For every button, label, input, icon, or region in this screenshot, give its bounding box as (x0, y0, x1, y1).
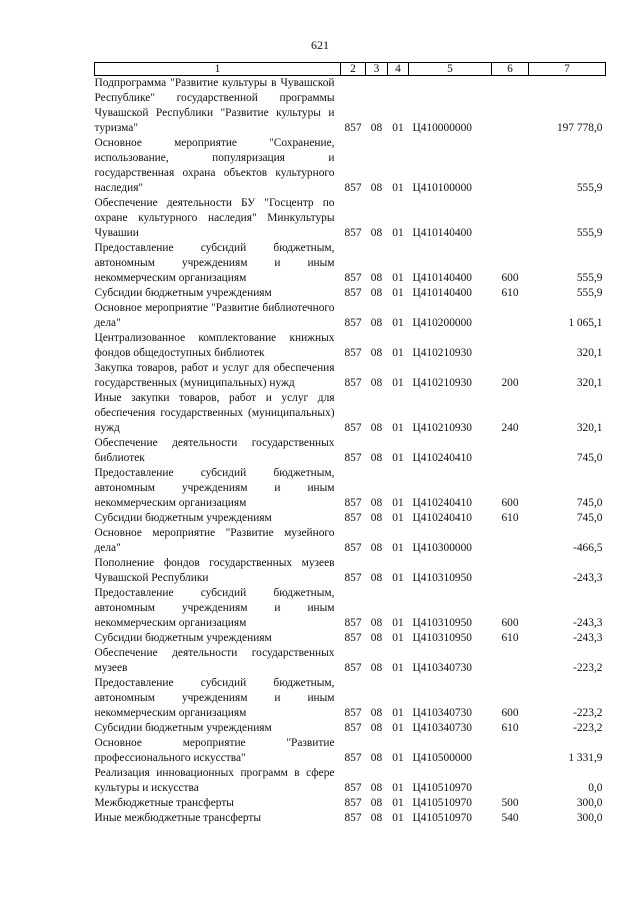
row-grbs: 857 (344, 377, 362, 389)
row-grbs: 857 (344, 782, 362, 794)
table-row (95, 811, 606, 826)
row-subsection: 01 (392, 227, 404, 239)
table-row (95, 466, 606, 511)
table-row (95, 646, 606, 676)
col-header-1: 1 (95, 63, 341, 76)
row-grbs: 857 (344, 752, 362, 764)
row-expense-type: 600 (501, 617, 519, 629)
table-row (95, 631, 606, 646)
row-expense-type (492, 301, 529, 331)
row-amount: -223,2 (573, 707, 603, 719)
row-subsection: 01 (392, 542, 404, 554)
row-name: Основное мероприятие "Развитие профессионального искусства" (94, 737, 335, 764)
row-amount: -466,5 (573, 542, 603, 554)
row-expense-type: 610 (501, 287, 519, 299)
row-expense-type (492, 76, 529, 137)
table-row (95, 391, 606, 436)
row-name: Реализация инновационных программ в сфере культуры и искусства (94, 767, 335, 794)
page-number: 621 (311, 38, 329, 52)
row-section: 08 (370, 287, 383, 299)
row-target-article: Ц410510970 (412, 797, 472, 809)
row-subsection: 01 (392, 452, 404, 464)
row-subsection: 01 (392, 572, 404, 584)
row-grbs: 857 (344, 617, 362, 629)
row-target-article: Ц410240410 (412, 497, 472, 509)
table-row (95, 301, 606, 331)
table-row (95, 76, 606, 137)
row-target-article: Ц410000000 (412, 122, 472, 134)
row-expense-type: 540 (501, 812, 519, 824)
row-amount: -243,3 (573, 617, 603, 629)
row-section: 08 (370, 797, 383, 809)
row-amount: 300,0 (576, 797, 603, 809)
row-grbs: 857 (344, 497, 362, 509)
row-expense-type (492, 736, 529, 766)
row-grbs: 857 (344, 662, 362, 674)
row-subsection: 01 (392, 272, 404, 284)
row-subsection: 01 (392, 182, 404, 194)
row-subsection: 01 (392, 782, 404, 794)
row-grbs: 857 (344, 287, 362, 299)
row-expense-type: 610 (501, 632, 519, 644)
row-expense-type (492, 331, 529, 361)
row-target-article: Ц410340730 (412, 707, 472, 719)
row-name: Субсидии бюджетным учреждениям (94, 512, 272, 524)
row-amount: 555,9 (576, 287, 603, 299)
row-target-article: Ц410210930 (412, 347, 472, 359)
row-expense-type: 610 (501, 512, 519, 524)
row-target-article: Ц410510970 (412, 812, 472, 824)
row-name: Предоставление субсидий бюджетным, автономным учреждениям и иным некоммерческим организациям (94, 467, 335, 509)
row-subsection: 01 (392, 422, 404, 434)
row-grbs: 857 (344, 182, 362, 194)
row-grbs: 857 (344, 512, 362, 524)
row-grbs: 857 (344, 272, 362, 284)
row-expense-type: 600 (501, 707, 519, 719)
row-amount: 320,1 (576, 377, 603, 389)
row-target-article: Ц410210930 (412, 377, 472, 389)
row-subsection: 01 (392, 347, 404, 359)
row-grbs: 857 (344, 452, 362, 464)
row-name: Пополнение фондов государственных музеев Чувашской Республики (94, 557, 335, 584)
row-target-article: Ц410340730 (412, 662, 472, 674)
row-subsection: 01 (392, 497, 404, 509)
row-target-article: Ц410140400 (412, 287, 472, 299)
row-section: 08 (370, 227, 383, 239)
row-grbs: 857 (344, 422, 362, 434)
table-row (95, 796, 606, 811)
row-grbs: 857 (344, 227, 362, 239)
row-target-article: Ц410300000 (412, 542, 472, 554)
row-name: Иные закупки товаров, работ и услуг для обеспечения государственных (муниципальных) нужд (94, 392, 335, 434)
row-subsection: 01 (392, 797, 404, 809)
row-subsection: 01 (392, 812, 404, 824)
row-expense-type: 200 (501, 377, 519, 389)
row-name: Централизованное комплектование книжных фондов общедоступных библиотек (94, 332, 335, 359)
row-amount: 320,1 (576, 347, 603, 359)
row-amount: 555,9 (576, 272, 603, 284)
row-target-article: Ц410510970 (412, 782, 472, 794)
row-grbs: 857 (344, 707, 362, 719)
row-amount: 745,0 (576, 452, 603, 464)
row-expense-type (492, 436, 529, 466)
row-target-article: Ц410310950 (412, 632, 472, 644)
row-name: Субсидии бюджетным учреждениям (94, 722, 272, 734)
row-target-article: Ц410310950 (412, 572, 472, 584)
row-section: 08 (370, 377, 383, 389)
row-name: Межбюджетные трансферты (94, 797, 234, 809)
row-grbs: 857 (344, 812, 362, 824)
row-subsection: 01 (392, 617, 404, 629)
table-row (95, 736, 606, 766)
row-section: 08 (370, 272, 383, 284)
row-subsection: 01 (392, 317, 404, 329)
row-grbs: 857 (344, 632, 362, 644)
table-row (95, 586, 606, 631)
col-header-2: 2 (341, 63, 366, 76)
row-target-article: Ц410240410 (412, 452, 472, 464)
row-amount: -243,3 (573, 572, 603, 584)
col-header-5: 5 (409, 63, 492, 76)
row-expense-type (492, 766, 529, 796)
col-header-4: 4 (388, 63, 409, 76)
row-subsection: 01 (392, 752, 404, 764)
row-subsection: 01 (392, 707, 404, 719)
row-target-article: Ц410100000 (412, 182, 472, 194)
row-name: Основное мероприятие "Развитие музейного дела" (94, 527, 335, 554)
row-subsection: 01 (392, 287, 404, 299)
row-subsection: 01 (392, 662, 404, 674)
row-amount: 0,0 (588, 782, 603, 794)
col-header-3: 3 (366, 63, 388, 76)
row-expense-type (492, 556, 529, 586)
row-amount: 320,1 (576, 422, 603, 434)
row-name: Обеспечение деятельности государственных музеев (94, 647, 335, 674)
row-name: Обеспечение деятельности государственных библиотек (94, 437, 335, 464)
budget-table (94, 62, 606, 826)
header-row (95, 63, 606, 76)
row-amount: 1 331,9 (568, 752, 603, 764)
row-name: Основное мероприятие "Сохранение, использование, популяризация и государственная охрана объектов культурного наследия" (94, 137, 335, 194)
row-name: Субсидии бюджетным учреждениям (94, 632, 272, 644)
table-row (95, 511, 606, 526)
row-section: 08 (370, 782, 383, 794)
row-amount: 300,0 (576, 812, 603, 824)
row-target-article: Ц410500000 (412, 752, 472, 764)
row-section: 08 (370, 722, 383, 734)
row-expense-type (492, 136, 529, 196)
row-name: Подпрограмма "Развитие культуры в Чувашской Республике" государственной программы Чувашской Республики "Развитие культуры и туризма" (94, 77, 335, 134)
row-amount: 745,0 (576, 512, 603, 524)
row-target-article: Ц410240410 (412, 512, 472, 524)
row-section: 08 (370, 347, 383, 359)
row-amount: 1 065,1 (568, 317, 603, 329)
row-grbs: 857 (344, 317, 362, 329)
row-section: 08 (370, 752, 383, 764)
row-grbs: 857 (344, 722, 362, 734)
row-amount: -243,3 (573, 632, 603, 644)
row-grbs: 857 (344, 797, 362, 809)
row-section: 08 (370, 707, 383, 719)
table-row (95, 436, 606, 466)
row-amount: 555,9 (576, 182, 603, 194)
row-grbs: 857 (344, 122, 362, 134)
row-amount: 555,9 (576, 227, 603, 239)
row-section: 08 (370, 452, 383, 464)
row-expense-type (492, 646, 529, 676)
table-row (95, 241, 606, 286)
row-expense-type: 600 (501, 497, 519, 509)
table-row (95, 286, 606, 301)
table-row (95, 766, 606, 796)
row-grbs: 857 (344, 347, 362, 359)
row-grbs: 857 (344, 572, 362, 584)
row-subsection: 01 (392, 512, 404, 524)
row-section: 08 (370, 422, 383, 434)
table-row (95, 136, 606, 196)
row-section: 08 (370, 572, 383, 584)
row-subsection: 01 (392, 377, 404, 389)
row-expense-type (492, 196, 529, 241)
row-target-article: Ц410140400 (412, 272, 472, 284)
row-expense-type: 600 (501, 272, 519, 284)
row-target-article: Ц410310950 (412, 617, 472, 629)
row-section: 08 (370, 632, 383, 644)
row-amount: 197 778,0 (556, 122, 603, 134)
row-section: 08 (370, 812, 383, 824)
row-section: 08 (370, 662, 383, 674)
row-target-article: Ц410140400 (412, 227, 472, 239)
table-row (95, 676, 606, 721)
table-row (95, 526, 606, 556)
row-subsection: 01 (392, 122, 404, 134)
row-amount: 745,0 (576, 497, 603, 509)
row-name: Предоставление субсидий бюджетным, автономным учреждениям и иным некоммерческим организациям (94, 242, 335, 284)
table-row (95, 196, 606, 241)
row-amount: -223,2 (573, 722, 603, 734)
row-target-article: Ц410200000 (412, 317, 472, 329)
row-section: 08 (370, 512, 383, 524)
table-row (95, 721, 606, 736)
row-name: Субсидии бюджетным учреждениям (94, 287, 272, 299)
row-section: 08 (370, 497, 383, 509)
row-expense-type: 500 (501, 797, 519, 809)
table-row (95, 556, 606, 586)
row-section: 08 (370, 317, 383, 329)
row-grbs: 857 (344, 542, 362, 554)
row-section: 08 (370, 122, 383, 134)
row-subsection: 01 (392, 632, 404, 644)
row-name: Основное мероприятие "Развитие библиотечного дела" (94, 302, 335, 329)
row-expense-type: 610 (501, 722, 519, 734)
row-target-article: Ц410340730 (412, 722, 472, 734)
row-expense-type: 240 (501, 422, 519, 434)
row-name: Предоставление субсидий бюджетным, автономным учреждениям и иным некоммерческим организациям (94, 587, 335, 629)
col-header-7: 7 (529, 63, 606, 76)
row-section: 08 (370, 182, 383, 194)
row-name: Обеспечение деятельности БУ "Госцентр по охране культурного наследия" Минкультуры Чувашии (94, 197, 335, 239)
row-name: Предоставление субсидий бюджетным, автономным учреждениям и иным некоммерческим организациям (94, 677, 335, 719)
table-row (95, 361, 606, 391)
row-section: 08 (370, 617, 383, 629)
row-name: Закупка товаров, работ и услуг для обеспечения государственных (муниципальных) нужд (94, 362, 335, 389)
row-name: Иные межбюджетные трансферты (94, 812, 262, 824)
row-section: 08 (370, 542, 383, 554)
row-amount: -223,2 (573, 662, 603, 674)
row-target-article: Ц410210930 (412, 422, 472, 434)
row-expense-type (492, 526, 529, 556)
row-subsection: 01 (392, 722, 404, 734)
col-header-6: 6 (492, 63, 529, 76)
table-row (95, 331, 606, 361)
